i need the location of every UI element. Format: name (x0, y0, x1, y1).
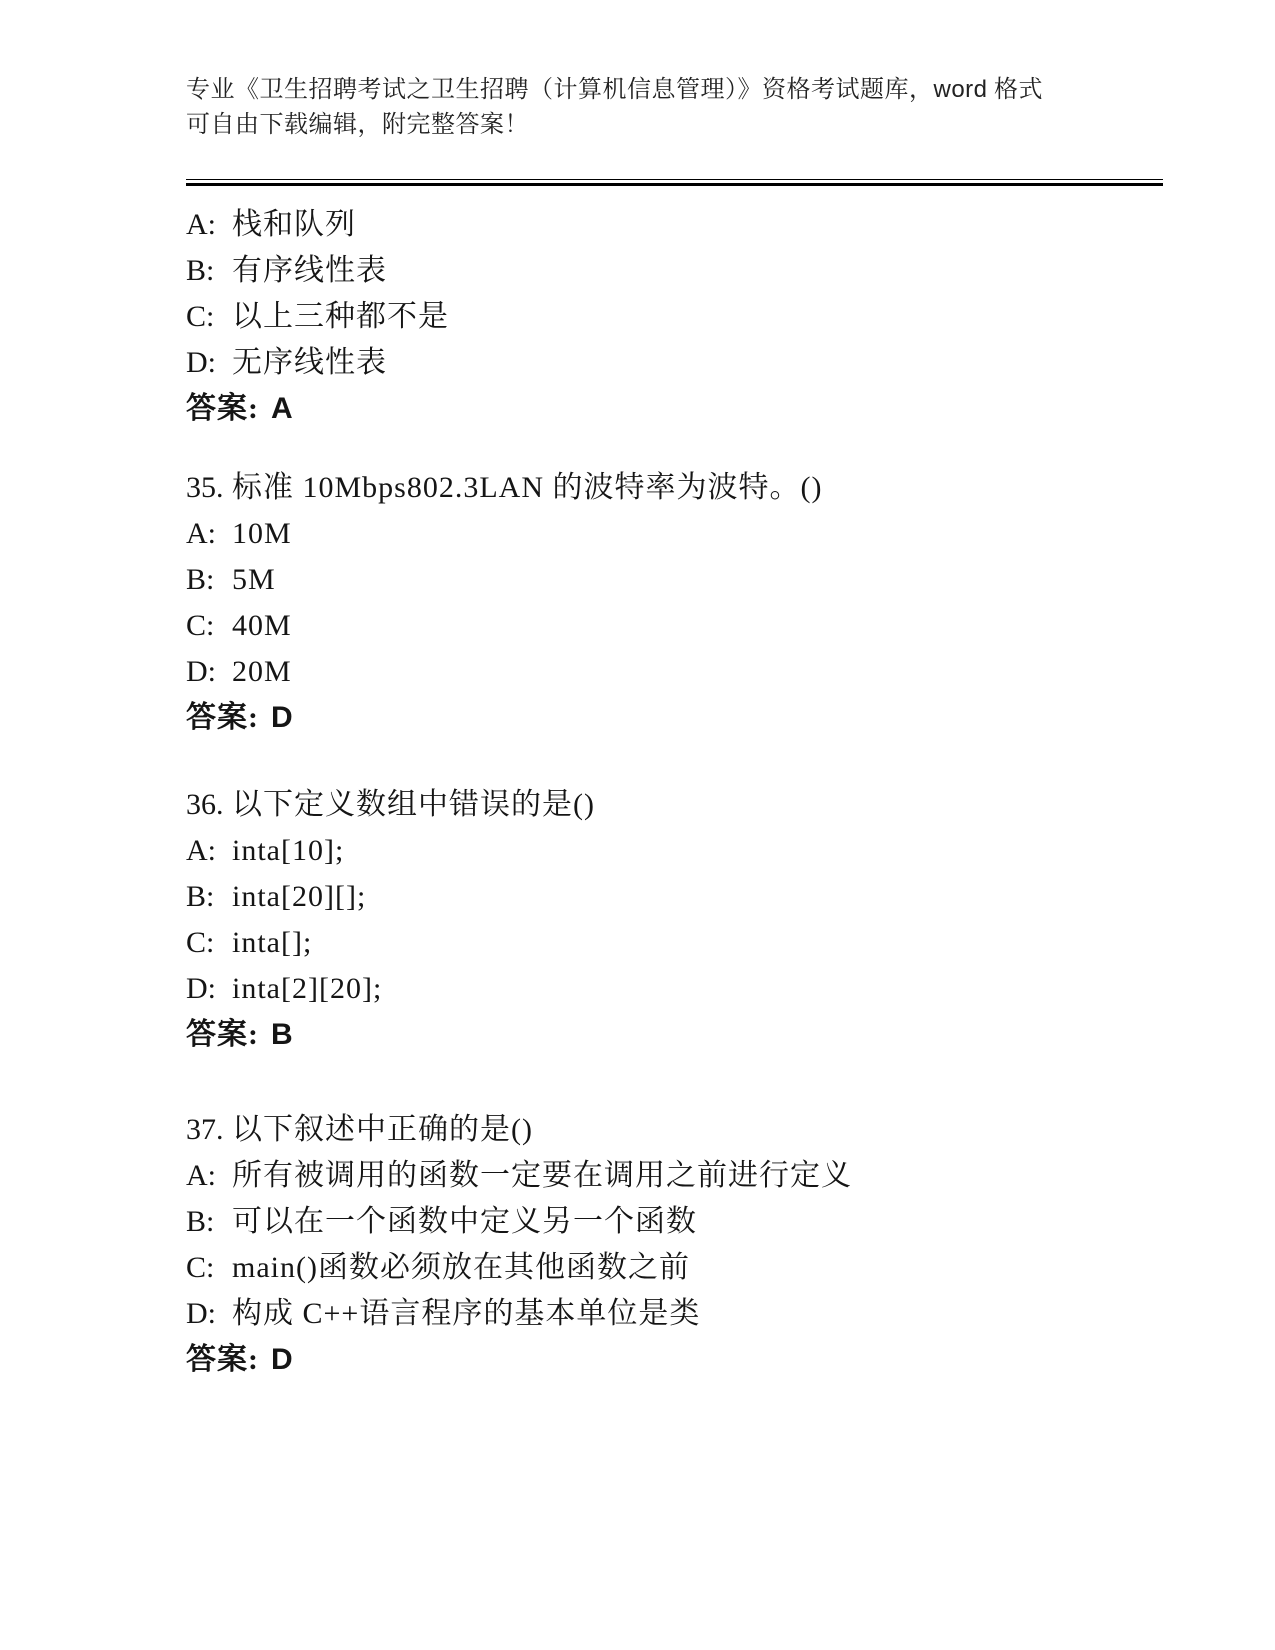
option-a (186, 828, 1163, 874)
option-text: 所有被调用的函数一定要在调用之前进行定义 (232, 1159, 852, 1192)
option-d (186, 649, 1163, 695)
header-line-1-word: word (933, 76, 988, 103)
option-text: inta[2][20]; (232, 972, 383, 1005)
question-text: 标准 10Mbps802.3LAN 的波特率为波特。() (232, 471, 823, 504)
option-text: inta[]; (232, 926, 313, 959)
option-c (186, 603, 1163, 649)
header-divider-rule (186, 179, 1163, 186)
questions-content (186, 202, 1163, 1383)
question-number: 35. (186, 471, 224, 504)
option-d (186, 340, 1163, 386)
header-line-1-pre: 专业《卫生招聘考试之卫生招聘（计算机信息管理）》资格考试题库， (186, 77, 934, 103)
option-label: C: (186, 926, 215, 959)
option-b (186, 1199, 1163, 1245)
option-label: A: (186, 208, 216, 241)
answer-label: 答案: (186, 701, 259, 734)
answer-letter: D (271, 1343, 294, 1376)
answer-line (186, 386, 1163, 432)
question-number: 37. (186, 1113, 224, 1146)
answer-line (186, 1337, 1163, 1383)
option-label: B: (186, 563, 215, 596)
answer-letter: B (271, 1018, 294, 1051)
option-text: 以上三种都不是 (232, 300, 449, 333)
option-text: 5M (232, 563, 276, 596)
answer-letter: A (271, 392, 294, 425)
option-text: 40M (232, 609, 292, 642)
option-label: D: (186, 346, 216, 379)
option-c (186, 294, 1163, 340)
option-a (186, 511, 1163, 557)
question-number: 36. (186, 788, 224, 821)
option-text: inta[20][]; (232, 880, 367, 913)
question-text: 以下叙述中正确的是() (232, 1113, 533, 1146)
header-line-2: 可自由下载编辑，附完整答案！ (186, 112, 529, 138)
question-title (186, 465, 1163, 511)
option-label: C: (186, 1251, 215, 1284)
option-label: D: (186, 655, 216, 688)
answer-label: 答案: (186, 1343, 259, 1376)
option-text: 20M (232, 655, 292, 688)
question-block-37 (186, 1107, 1163, 1383)
document-page (186, 0, 1163, 1383)
option-label: A: (186, 834, 216, 867)
option-text: 构成 C++语言程序的基本单位是类 (232, 1297, 701, 1330)
answer-label: 答案: (186, 1018, 259, 1051)
question-title (186, 782, 1163, 828)
option-b (186, 874, 1163, 920)
option-label: C: (186, 300, 215, 333)
option-b (186, 557, 1163, 603)
option-c (186, 920, 1163, 966)
option-text: 可以在一个函数中定义另一个函数 (232, 1205, 697, 1238)
header-line-1-post: 格式 (987, 77, 1044, 103)
option-label: B: (186, 1205, 215, 1238)
question-text: 以下定义数组中错误的是() (232, 788, 595, 821)
answer-label: 答案: (186, 392, 259, 425)
doc-header (186, 72, 1163, 143)
option-d (186, 1291, 1163, 1337)
option-text: 栈和队列 (232, 208, 356, 241)
option-a (186, 1153, 1163, 1199)
option-b (186, 248, 1163, 294)
option-label: C: (186, 609, 215, 642)
answer-letter: D (271, 701, 294, 734)
option-c (186, 1245, 1163, 1291)
option-label: B: (186, 880, 215, 913)
option-d (186, 966, 1163, 1012)
question-block-34 (186, 202, 1163, 432)
option-text: 无序线性表 (232, 346, 387, 379)
option-label: A: (186, 1159, 216, 1192)
option-label: D: (186, 972, 216, 1005)
option-label: D: (186, 1297, 216, 1330)
answer-line (186, 1012, 1163, 1058)
option-a (186, 202, 1163, 248)
question-block-36 (186, 782, 1163, 1058)
question-title (186, 1107, 1163, 1153)
option-text: main()函数必须放在其他函数之前 (232, 1251, 690, 1284)
option-text: 有序线性表 (232, 254, 387, 287)
answer-line (186, 695, 1163, 741)
header-line-1 (186, 72, 1163, 108)
option-label: A: (186, 517, 216, 550)
option-text: inta[10]; (232, 834, 345, 867)
question-block-35 (186, 465, 1163, 741)
option-text: 10M (232, 517, 292, 550)
option-label: B: (186, 254, 215, 287)
